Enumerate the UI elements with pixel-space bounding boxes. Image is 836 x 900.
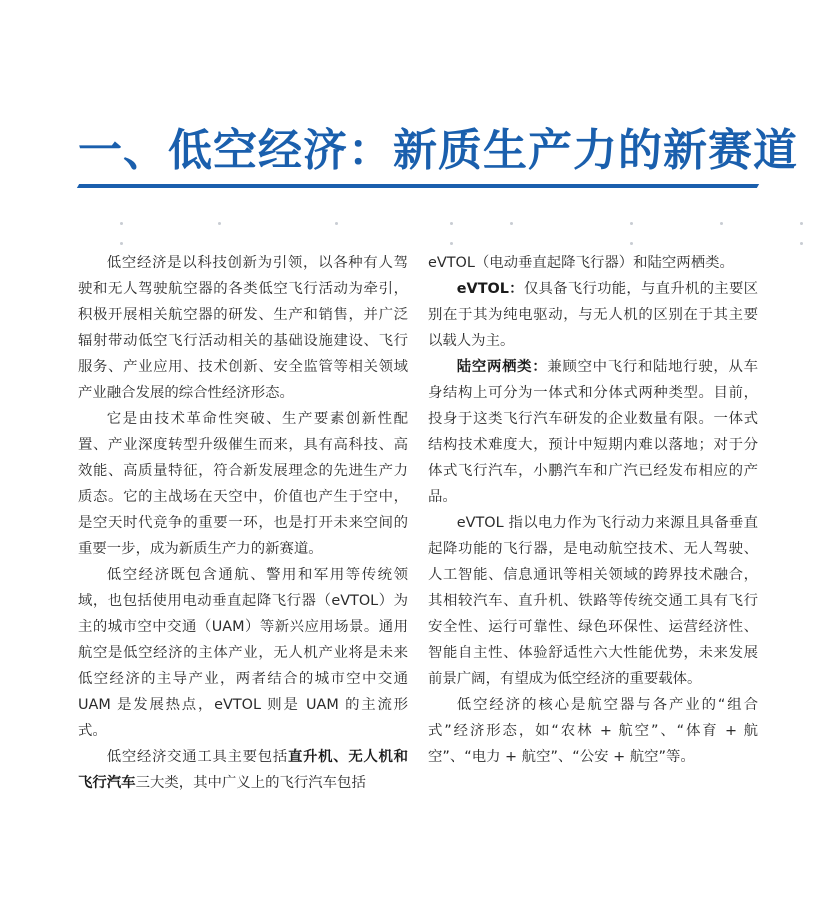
decorative-dot — [120, 222, 123, 225]
paragraph-text: 三大类，其中广义上的飞行汽车包括 — [135, 775, 366, 791]
left-text-column — [78, 250, 408, 796]
decorative-dot — [800, 222, 803, 225]
right-text-column — [428, 250, 758, 770]
paragraph-text: 仅具备飞行功能，与直升机的主要区别在于其为纯电驱动，与无人机的区别在于其主要以载人为主。 — [428, 281, 758, 349]
paragraph — [78, 744, 408, 796]
decorative-dot — [510, 222, 513, 225]
paragraph: 低空经济既包含通航、警用和军用等传统领域，也包括使用电动垂直起降飞行器（eVTOL）为主的城市空中交通（UAM）等新兴应用场景。通用航空是低空经济的主体产业，无人机产业将是未来低空经济的主导产业，两者结合的城市空中交通 UAM 是发展热点，eVTOL 则是 UAM 的主流形式。 — [78, 567, 408, 739]
paragraph: eVTOL 指以电力作为飞行动力来源且具备垂直起降功能的飞行器，是电动航空技术、无人驾驶、人工智能、信息通讯等相关领域的跨界技术融合，其相较汽车、直升机、铁路等传统交通工具有飞行安全性、运行可靠性、绿色环保性、运营经济性、智能自主性、体验舒适性六大性能优势，未来发展前景广阔，有望成为低空经济的重要载体。 — [428, 515, 758, 687]
paragraph: 低空经济是以科技创新为引领，以各种有人驾驶和无人驾驶航空器的各类低空飞行活动为牵引，积极开展相关航空器的研发、生产和销售，并广泛辐射带动低空飞行活动相关的基础设施建设、飞行服务、产业应用、技术创新、安全监管等相关领域产业融合发展的综合性经济形态。 — [78, 255, 408, 401]
paragraph-text: 低空经济交通工具主要包括 — [106, 749, 288, 765]
decorative-dot — [450, 222, 453, 225]
decorative-dot — [630, 242, 633, 245]
paragraph: eVTOL（电动垂直起降飞行器）和陆空两栖类。 — [428, 255, 734, 271]
decorative-dot — [450, 242, 453, 245]
paragraph: 它是由技术革命性突破、生产要素创新性配置、产业深度转型升级催生而来，具有高科技、高效能、高质量特征，符合新发展理念的先进生产力质态。它的主战场在天空中，价值也产生于空中，是空天时代竞争的重要一环，也是打开未来空间的重要一步，成为新质生产力的新赛道。 — [78, 411, 408, 557]
bold-term: eVTOL： — [456, 281, 524, 297]
paragraph-text: 兼顾空中飞行和陆地行驶，从车身结构上可分为一体式和分体式两种类型。目前，投身于这类飞行汽车研发的企业数量有限。一体式结构技术难度大，预计中短期内难以落地；对于分体式飞行汽车，小鹏汽车和广汽已经发布相应的产品。 — [428, 359, 758, 505]
section-title: 一、低空经济：新质生产力的新赛道 — [78, 125, 798, 176]
decorative-dot-row — [120, 220, 810, 250]
decorative-dot — [800, 242, 803, 245]
decorative-dot — [120, 242, 123, 245]
decorative-dot — [218, 222, 221, 225]
paragraph — [428, 276, 758, 354]
decorative-dot — [630, 222, 633, 225]
paragraph: 低空经济的核心是航空器与各产业的“组合式”经济形态，如“农林 + 航空”、“体育 + 航空”、“电力 + 航空”、“公安 + 航空”等。 — [428, 697, 758, 765]
paragraph — [428, 354, 758, 510]
title-underline — [77, 184, 759, 188]
decorative-dot — [335, 222, 338, 225]
section-heading — [78, 120, 798, 188]
decorative-dot — [720, 222, 723, 225]
bold-term: 陆空两栖类： — [456, 359, 548, 375]
bold-term: 直升机、无人机和飞行汽车 — [78, 749, 408, 791]
